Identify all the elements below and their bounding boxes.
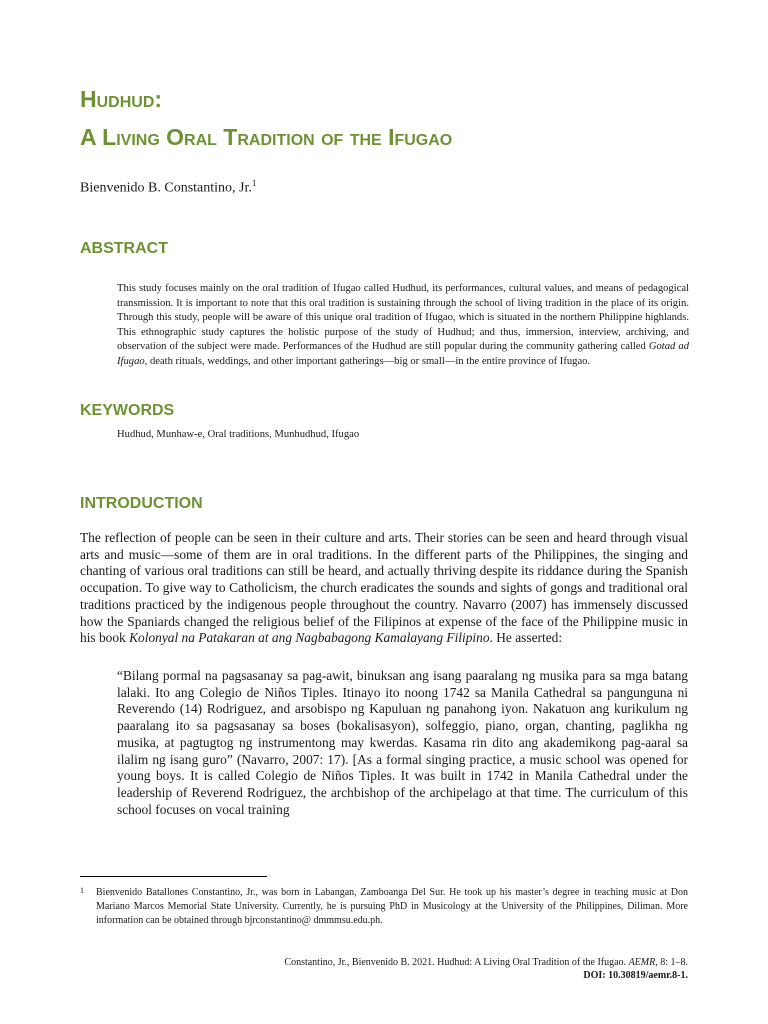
intro-book-title: Kolonyal na Patakaran at ang Nagbabagong Kamalayang Filipino — [129, 630, 490, 646]
abstract-text-part-1: This study focuses mainly on the oral tradition of Ifugao called Hudhud, its performances, cultural values, and means of pedagogical transmission. It is important to note that this oral tradition is sustaining through the school of living tradition in the place of its origin. Through this study, people will be aware of this unique oral tradition of Ifugao, which is situated in the northern Philippine highlands. This ethnographic study captures the holistic purpose of the study of Hudhud; and thus, immersion, interview, archiving, and observation of the subject were made. Performances of the Hudhud are still popular during the community gathering called — [117, 283, 689, 353]
citation-text-part-1: Constantino, Jr., Bienvenido B. 2021. Hudhud: A Living Oral Tradition of the Ifugao. — [284, 957, 629, 968]
citation-text-part-2: , 8: 1–8. — [655, 957, 688, 968]
citation-line — [284, 956, 688, 969]
introduction-paragraph — [80, 530, 688, 647]
author-footnote-ref[interactable]: 1 — [251, 178, 257, 188]
citation-doi[interactable]: DOI: 10.30819/aemr.8-1. — [583, 970, 688, 981]
keywords-heading: KEYWORDS — [80, 402, 175, 419]
citation-journal: AEMR — [628, 957, 656, 968]
abstract-italic-term: Gotad ad Ifugao — [117, 341, 689, 367]
footnote-divider — [80, 876, 267, 877]
footnote-mark: 1 — [80, 886, 84, 895]
footnote — [80, 886, 688, 928]
author-line — [80, 178, 256, 197]
abstract-heading: ABSTRACT — [80, 240, 168, 257]
citation-block — [284, 956, 688, 982]
paper-title — [80, 80, 700, 156]
intro-text-part-1: The reflection of people can be seen in their culture and arts. Their stories can be seen and heard through visual arts and music—some of them are in oral traditions. In the different parts of the Philippines, the singing and chanting of various oral traditions can still be heard, and actually thriving despite its riddance during the Spanish occupation. To give way to Catholicism, the church eradicates the sounds and sights of gongs and traditional oral traditions practiced by the indigenous people throughout the country. Navarro (2007) has immensely discussed how the Spaniards changed the religious belief of the Filipinos at expense of the face of the Philippine music in his book — [80, 530, 688, 646]
footnote-text: Bienvenido Batallones Constantino, Jr., was born in Labangan, Zamboanga Del Sur. He took up his master’s degree in teaching music at Don Mariano Marcos Memorial State University. Currently, he is pursuing PhD in Musicology at the University of the Philippines, Diliman. More information can be obtained through bjrconstantino@ dmmmsu.edu.ph. — [96, 887, 688, 926]
introduction-heading: INTRODUCTION — [80, 495, 203, 512]
author-name: Bienvenido B. Constantino, Jr. — [80, 180, 252, 196]
title-line-1: Hudhud: — [80, 86, 163, 112]
keywords-text: Hudhud, Munhaw-e, Oral traditions, Munhudhud, Ifugao — [117, 429, 360, 440]
intro-text-part-2: . He asserted: — [489, 630, 563, 646]
abstract-text — [117, 282, 689, 370]
block-quote: “Bilang pormal na pagsasanay sa pag-awit, binuksan ang isang paaralang ng musika para sa mga batang lalaki. Ito ang Colegio de Niños Tiples. Itinayo ito noong 1742 sa Manila Cathedral sa pangunguna ni Reverendo (14) Rodriguez, and arsobispo ng Kapuluan ng panahong iyon. Nakatuon ang kurikulum ng paaralang ito sa pagsasanay sa boses (bokalisasyon), solfeggio, piano, organ, chanting, paglikha ng musika, at pagtugtog ng instrumentong may kwerdas. Kasama rin dito ang akademikong pag-aaral sa ilalim ng isang guro” (Navarro, 2007: 17). [As a formal singing practice, a music school was opened for young boys. It is called Colegio de Niños Tiples. It was built in 1742 in Manila Cathedral under the leadership of Reverend Rodriguez, the archbishop of the archipelago at that time. The curriculum of this school focuses on vocal training — [117, 668, 688, 817]
abstract-text-part-2: , death rituals, weddings, and other important gatherings—big or small—in the entire province of Ifugao. — [144, 355, 591, 367]
title-line-2: A Living Oral Tradition of the Ifugao — [80, 124, 453, 150]
